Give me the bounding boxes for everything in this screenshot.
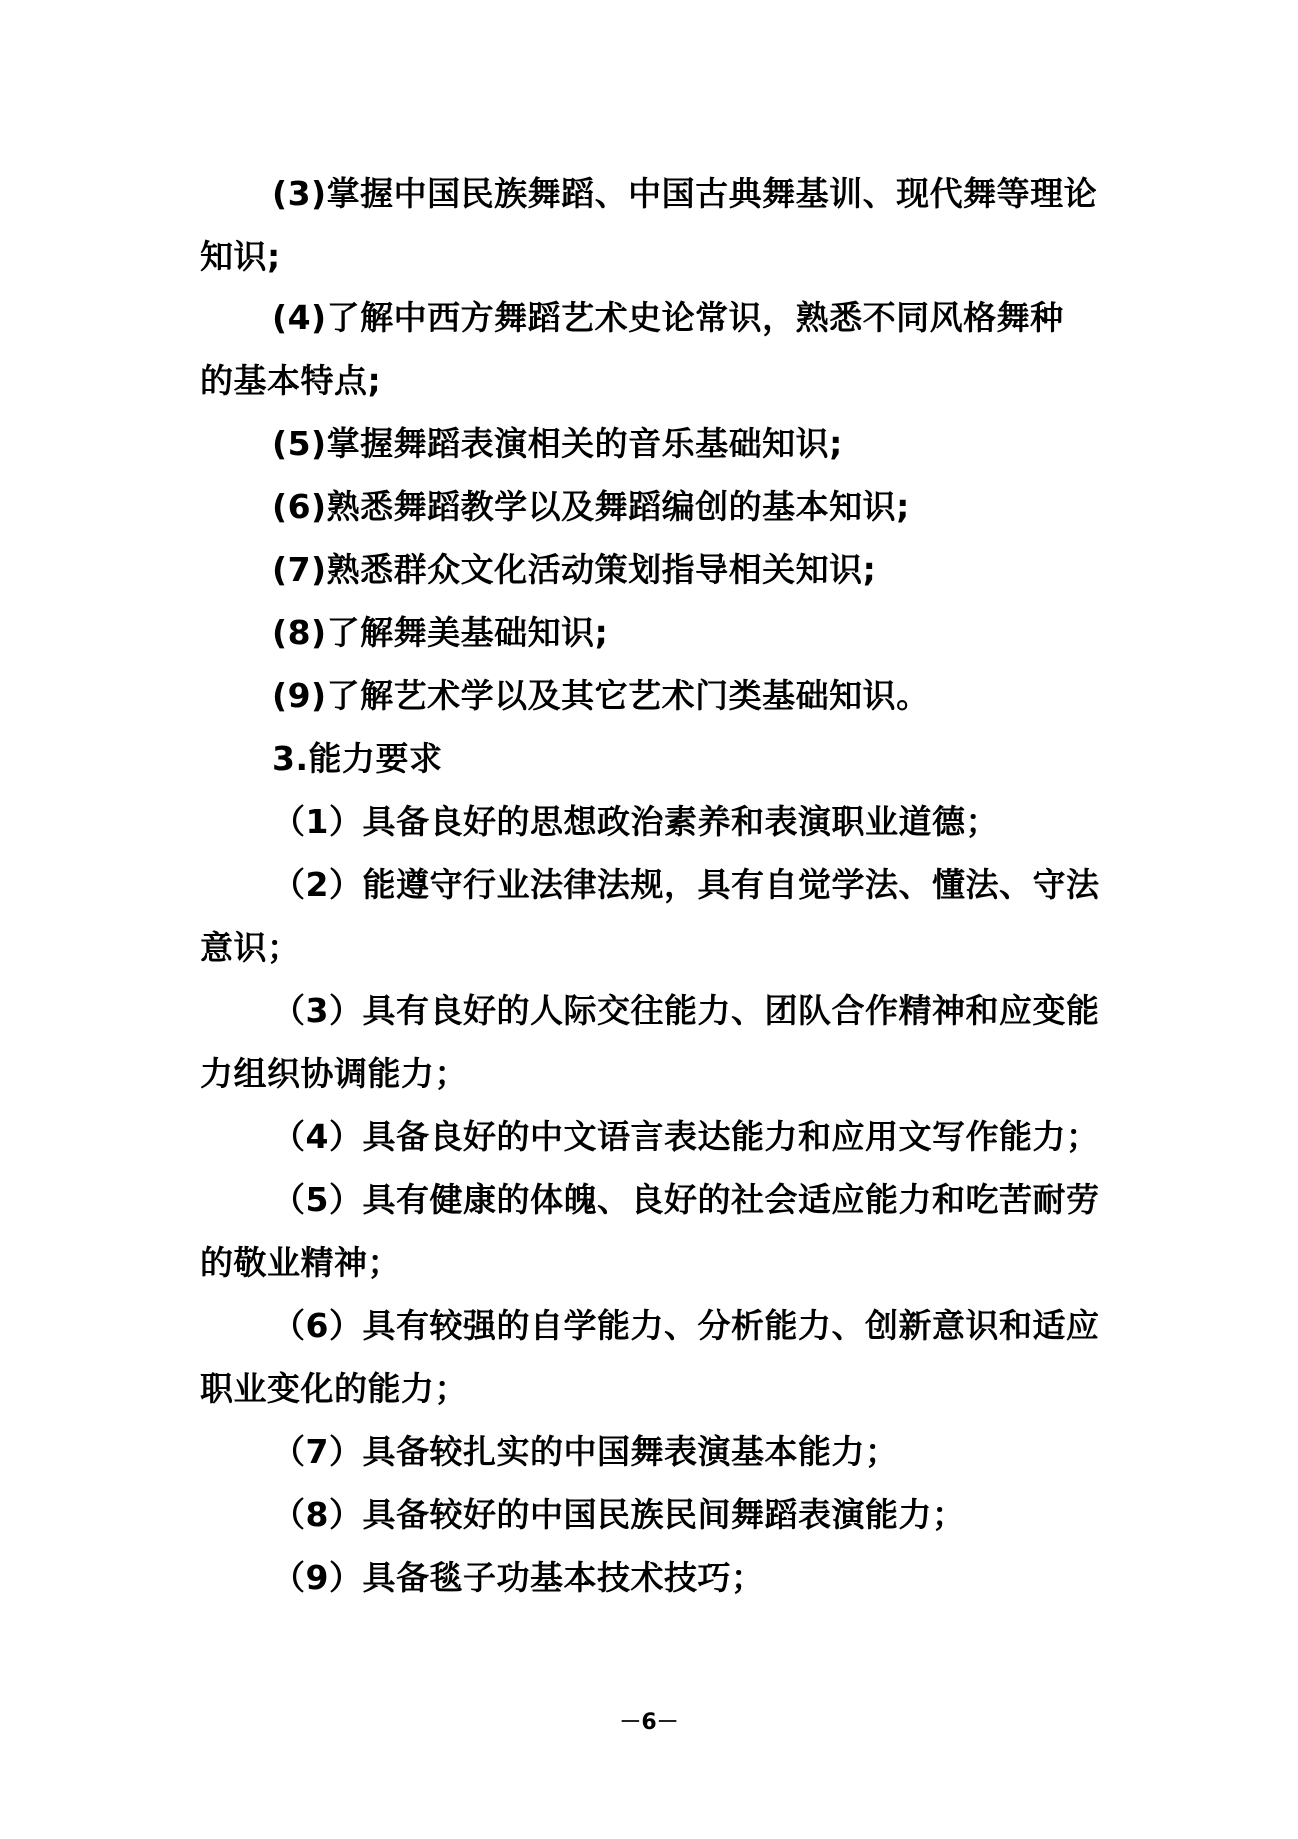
knowledge-item-4-continued: 的基本特点; — [200, 361, 382, 400]
ability-item-9: （9）具备毯子功基本技术技巧； — [272, 1558, 765, 1597]
knowledge-item-5: (5)掌握舞蹈表演相关的音乐基础知识; — [272, 424, 843, 463]
ability-item-5: （5）具有健康的体魄、良好的社会适应能力和吃苦耐劳 — [272, 1180, 1100, 1219]
knowledge-item-6: (6)熟悉舞蹈教学以及舞蹈编创的基本知识; — [272, 487, 910, 526]
page-number: －6－ — [619, 1710, 679, 1735]
ability-item-5-continued: 的敬业精神； — [200, 1243, 401, 1282]
knowledge-item-3: (3)掌握中国民族舞蹈、中国古典舞基训、现代舞等理论 — [272, 174, 1098, 213]
ability-item-2: （2）能遵守行业法律法规，具有自觉学法、懂法、守法 — [272, 865, 1100, 904]
ability-item-4: （4）具备良好的中文语言表达能力和应用文写作能力； — [272, 1117, 1100, 1156]
ability-item-6: （6）具有较强的自学能力、分析能力、创新意识和适应 — [272, 1306, 1100, 1345]
ability-item-7: （7）具备较扎实的中国舞表演基本能力； — [272, 1432, 899, 1471]
knowledge-item-3-continued: 知识; — [200, 237, 281, 276]
knowledge-item-7: (7)熟悉群众文化活动策划指导相关知识; — [272, 550, 877, 589]
knowledge-item-9: (9)了解艺术学以及其它艺术门类基础知识。 — [272, 676, 930, 715]
ability-item-3: （3）具有良好的人际交往能力、团队合作精神和应变能 — [272, 991, 1100, 1030]
knowledge-item-4: (4)了解中西方舞蹈艺术史论常识，熟悉不同风格舞种 — [272, 298, 1064, 337]
ability-item-1: （1）具备良好的思想政治素养和表演职业道德； — [272, 802, 999, 841]
ability-item-2-continued: 意识； — [200, 928, 301, 967]
ability-item-8: （8）具备较好的中国民族民间舞蹈表演能力； — [272, 1495, 966, 1534]
ability-item-3-continued: 力组织协调能力； — [200, 1054, 468, 1093]
section-heading: 3.能力要求 — [272, 739, 443, 778]
knowledge-item-8: (8)了解舞美基础知识; — [272, 613, 609, 652]
ability-item-6-continued: 职业变化的能力； — [200, 1369, 468, 1408]
